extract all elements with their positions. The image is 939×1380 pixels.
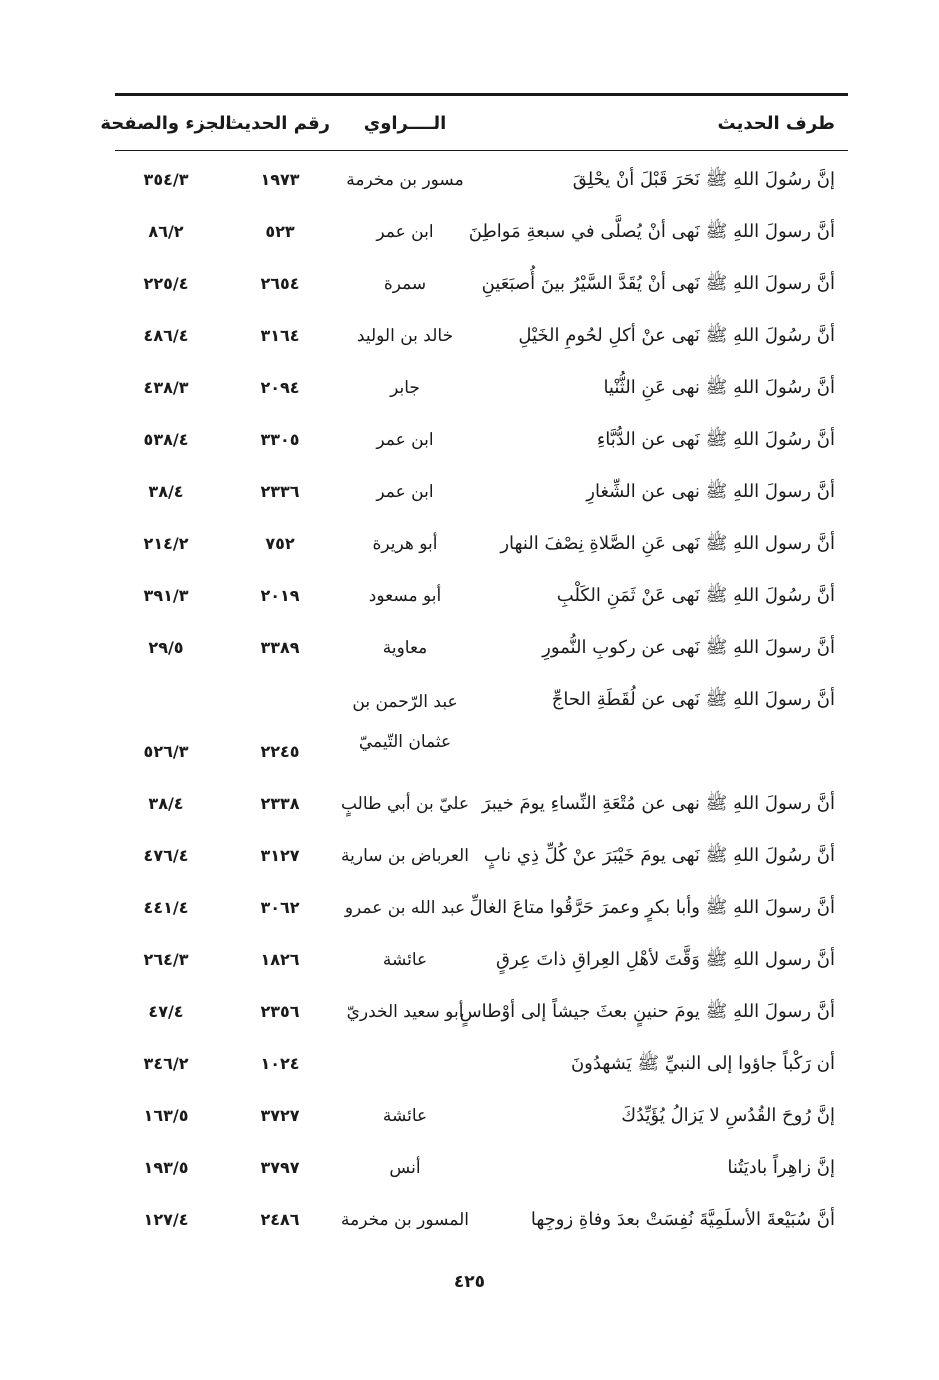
- table-row: [0, 786, 939, 838]
- header-volume-page: الجزء والصفحة: [100, 113, 232, 134]
- table-row: [0, 1150, 939, 1202]
- hadith-text: أنَّ رسولَ اللهِ ﷺ وأبا بكرٍ وعمرَ حَرَّقُوا متاعَ الغالِّ: [469, 897, 835, 918]
- narrator: ابن عمر: [376, 482, 434, 502]
- hadith-number: ٢٤٨٦: [260, 1210, 300, 1229]
- table-header: [0, 106, 939, 142]
- hadith-number: ١٨٢٦: [260, 950, 300, 969]
- header-rule: [115, 150, 848, 151]
- table-row: [0, 630, 939, 682]
- hadith-text: أنَّ رسولَ اللهِ ﷺ يومَ حنينٍ بعثَ جيشاً إلى أوْطاسٍ: [459, 1001, 835, 1022]
- table-row: [0, 266, 939, 318]
- hadith-number: ٣٣٨٩: [260, 638, 300, 657]
- table-row: [0, 370, 939, 422]
- volume-page: ٤٣٨/٣: [143, 378, 189, 397]
- hadith-text: أنَّ رسولَ اللهِ ﷺ نَهى عن لُقَطَةِ الحاجِّ: [551, 689, 835, 710]
- narrator: ابن عمر: [376, 222, 434, 242]
- page-number: ٤٢٥: [453, 1272, 486, 1292]
- hadith-text: أنَّ رسُولَ اللهِ ﷺ نَهى عن الدُّبَّاءِ: [596, 429, 835, 450]
- hadith-text: أنَّ سُبَيْعةَ الأسلَمِيَّةَ نُفِسَتْ بعدَ وفاةِ زوجِها: [530, 1209, 835, 1230]
- header-hadith-text: طرف الحديث: [717, 113, 835, 134]
- hadith-text: إنَّ رسُولَ اللهِ ﷺ نَحَرَ قَبْلَ أنْ يحْلِقَ: [572, 169, 835, 190]
- table-row: [0, 526, 939, 578]
- hadith-number: ٢٣٥٦: [260, 1002, 300, 1021]
- narrator: أنس: [389, 1158, 421, 1178]
- hadith-number: ٣٧٩٧: [260, 1158, 300, 1177]
- volume-page: ٥٣٨/٤: [143, 430, 189, 449]
- header-hadith-number: رقم الحديث: [225, 113, 330, 134]
- table-row: [0, 1098, 939, 1150]
- hadith-text: أنَّ رسُولَ اللهِ ﷺ نَهى يومَ خَيْبَرَ عنْ كُلِّ ذِي نابٍ: [483, 845, 835, 866]
- table-row: [0, 318, 939, 370]
- hadith-number: ٢٢٤٥: [260, 742, 300, 761]
- volume-page: ٣٨/٤: [148, 482, 184, 501]
- narrator: خالد بن الوليد: [356, 326, 454, 346]
- narrator: سمرة: [383, 274, 427, 294]
- volume-page: ١٩٣/٥: [143, 1158, 189, 1177]
- hadith-text: أنَّ رسولَ اللهِ ﷺ نَهى عن ركوبِ النُّمورِ: [542, 637, 835, 658]
- narrator: معاوية: [382, 638, 428, 658]
- hadith-number: ٢٣٣٦: [260, 482, 300, 501]
- index-table: [0, 162, 939, 1254]
- top-rule: [115, 93, 848, 96]
- hadith-number: ٣٠٦٢: [260, 898, 300, 917]
- table-row: [0, 422, 939, 474]
- hadith-text: أنَّ رسولَ اللهِ ﷺ نَهى أنْ يُقَدَّ السَّيْرُ بينَ أُصبَعَينِ: [481, 273, 835, 294]
- narrator: مسور بن مخرمة: [346, 170, 464, 190]
- hadith-number: ٢٠١٩: [260, 586, 300, 605]
- volume-page: ١٢٧/٤: [143, 1210, 189, 1229]
- hadith-number: ٢٠٩٤: [260, 378, 300, 397]
- table-row: [0, 578, 939, 630]
- hadith-number: ١٩٧٣: [260, 170, 300, 189]
- table-row: [0, 942, 939, 994]
- table-row: [0, 1046, 939, 1098]
- hadith-number: ٣٣٠٥: [260, 430, 300, 449]
- volume-page: ٤٤١/٤: [143, 898, 189, 917]
- hadith-text: أنَّ رسولَ اللهِ ﷺ نَهى أنْ يُصلَّى في سبعةِ مَواطِنَ: [468, 221, 835, 242]
- hadith-text: أنَّ رسولَ اللهِ ﷺ نهى عن الشِّغارِ: [586, 481, 835, 502]
- hadith-text: أنَّ رسُولَ اللهِ ﷺ نهى عَنِ الثُّنْيا: [603, 377, 835, 398]
- narrator: [330, 682, 480, 772]
- table-row: [0, 1202, 939, 1254]
- hadith-text: إنَّ رُوحَ القُدُسِ لا يَزالُ يُؤَيِّدُكَ: [621, 1105, 835, 1126]
- volume-page: ٣٥٤/٣: [143, 170, 189, 189]
- narrator: عائشة: [382, 1106, 428, 1126]
- table-row: [0, 214, 939, 266]
- table-row: [0, 162, 939, 214]
- hadith-number: ٣١٦٤: [260, 326, 300, 345]
- table-row: [0, 838, 939, 890]
- hadith-text: أنَّ رسُولَ اللهِ ﷺ نَهى عنْ أكلِ لحُومِ الخَيْلِ: [518, 325, 835, 346]
- hadith-number: ٢٣٣٨: [260, 794, 300, 813]
- hadith-number: ١٠٢٤: [260, 1054, 300, 1073]
- volume-page: ٢٩/٥: [148, 638, 184, 657]
- narrator: عائشة: [382, 950, 428, 970]
- hadith-text: أنَّ رسول اللهِ ﷺ نَهى عَنِ الصَّلاةِ نِصْفَ النهار: [500, 533, 835, 554]
- narrator: أبو سعيد الخدريّ: [346, 1002, 464, 1022]
- volume-page: ٣٨/٤: [148, 794, 184, 813]
- hadith-number: ٧٥٢: [265, 534, 295, 553]
- narrator: المسور بن مخرمة: [340, 1210, 470, 1230]
- volume-page: ٢١٤/٢: [143, 534, 189, 553]
- narrator: العرباض بن سارية: [341, 846, 469, 866]
- narrator: عليّ بن أبي طالبٍ: [340, 794, 470, 814]
- narrator: أبو مسعود: [368, 586, 442, 606]
- hadith-text: أنَّ رسول اللهِ ﷺ وَقَّتَ لأهْلِ العِراقِ ذاتَ عِرقٍ: [495, 949, 835, 970]
- table-row: [0, 474, 939, 526]
- narrator-line: عثمان التّيميّ: [358, 732, 452, 752]
- volume-page: ١٦٣/٥: [143, 1106, 189, 1125]
- narrator: عبد الله بن عمرو: [344, 898, 466, 918]
- table-row: [0, 890, 939, 942]
- hadith-number: ٣١٢٧: [260, 846, 300, 865]
- volume-page: ٨٦/٢: [148, 222, 184, 241]
- narrator: أبو هريرة: [372, 534, 438, 554]
- volume-page: ٢٢٥/٤: [143, 274, 189, 293]
- hadith-number: ٢٦٥٤: [260, 274, 300, 293]
- volume-page: ٣٤٦/٢: [143, 1054, 189, 1073]
- narrator: [330, 1046, 480, 1082]
- narrator: ابن عمر: [376, 430, 434, 450]
- table-row: [0, 682, 939, 786]
- header-narrator: الــــراوي: [363, 113, 447, 134]
- volume-page: ٣٩١/٣: [143, 586, 189, 605]
- hadith-text: أنَّ رسُولَ اللهِ ﷺ نَهى عَنْ ثَمَنِ الكَلْبِ: [556, 585, 835, 606]
- hadith-text: إنَّ زاهِراً باديَتُنا: [727, 1157, 835, 1178]
- hadith-text: أن رَكْباً جاؤوا إلى النبيِّ ﷺ يَشهدُونَ: [570, 1053, 835, 1074]
- hadith-number: ٥٢٣: [265, 222, 295, 241]
- hadith-text: أنَّ رسولَ اللهِ ﷺ نهى عن مُتْعَةِ النِّساءِ يومَ خيبرَ: [481, 793, 835, 814]
- volume-page: ٤٨٦/٤: [143, 326, 189, 345]
- volume-page: ٤٧٦/٤: [143, 846, 189, 865]
- narrator-line: عبد الرّحمن بن: [352, 692, 458, 712]
- table-row: [0, 994, 939, 1046]
- volume-page: ٢٦٤/٣: [143, 950, 189, 969]
- volume-page: ٥٢٦/٣: [143, 742, 189, 761]
- narrator: جابر: [390, 378, 420, 398]
- hadith-number: ٣٧٢٧: [260, 1106, 300, 1125]
- volume-page: ٤٧/٤: [148, 1002, 184, 1021]
